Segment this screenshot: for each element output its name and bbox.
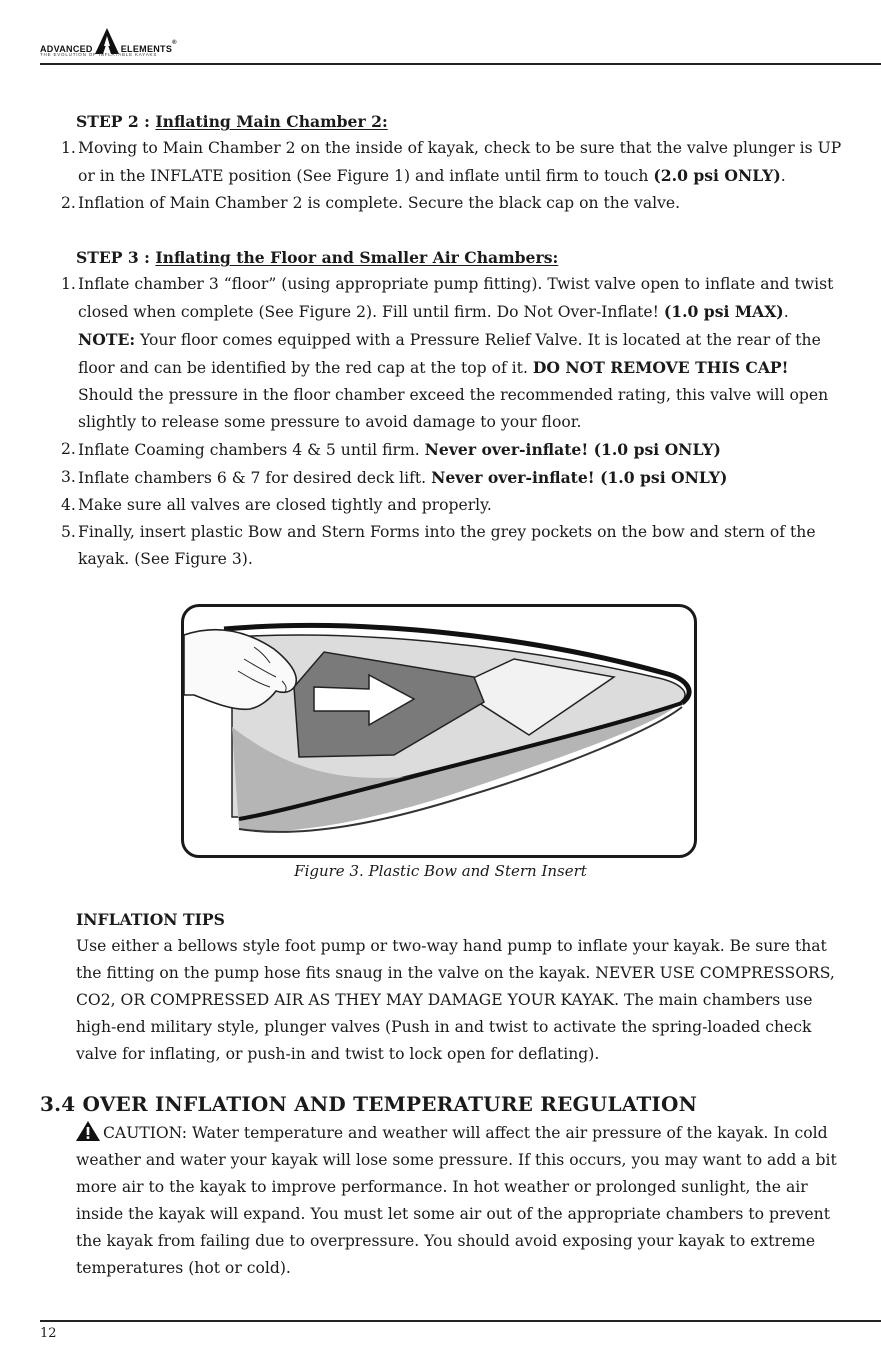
step3-prefix: STEP 3 : (76, 248, 156, 267)
header-rule (40, 63, 881, 65)
item-text: Inflate chambers 6 & 7 for desired deck lift. (78, 469, 432, 487)
item-number: 4. (61, 496, 76, 514)
tips-heading: INFLATION TIPS (76, 910, 225, 929)
item-bold: (2.0 psi ONLY) (653, 166, 781, 185)
warning-bold: DO NOT REMOVE THIS CAP! (532, 358, 789, 377)
footer-rule (40, 1320, 881, 1322)
step2-list (61, 135, 846, 217)
step2-heading (76, 108, 846, 135)
tips-body: Use either a bellows style foot pump or two-way hand pump to inflate your kayak. Be sure that the fitting on the pump hose fits snaug in the valve on the kayak. NEVER USE COMPRESSORS, CO2, OR COMPRESSED AIR AS THEY MAY DAMAGE YOUR KAYAK. The main chambers use high-end military style, plunger valves (Push in and twist to activate the spring-loaded check valve for inflating, or push-in and twist to lock open for deflating). (76, 937, 835, 1063)
note-label: NOTE: (78, 330, 136, 349)
item-text: Inflation of Main Chamber 2 is complete. Secure the black cap on the valve. (78, 194, 681, 212)
brand-logo (40, 28, 177, 54)
list-item (61, 464, 846, 492)
item-number: 5. (61, 523, 76, 541)
section-title: 3.4 OVER INFLATION AND TEMPERATURE REGULATION (40, 1092, 698, 1116)
step2-prefix: STEP 2 : (76, 112, 156, 131)
page-header (40, 28, 840, 66)
step3-heading (76, 244, 846, 271)
brand-right-word: ELEMENTS (120, 44, 173, 54)
step3-title: Inflating the Floor and Smaller Air Chambers: (155, 248, 559, 267)
item-bold: Never over-inflate! (1.0 psi ONLY) (431, 468, 728, 487)
item-bold: (1.0 psi MAX) (663, 302, 784, 321)
item-end: . (780, 167, 786, 185)
figure-caption: Figure 3. Plastic Bow and Stern Insert (294, 862, 587, 880)
item-bold: Never over-inflate! (1.0 psi ONLY) (424, 440, 721, 459)
bow-insert-drawing (184, 607, 694, 855)
note-text: Your floor comes equipped with a Pressure Relief Valve. It is located at the rear of the floor and can be identified by the red cap at the top of it. (78, 331, 821, 377)
step3-list (61, 271, 846, 573)
figure-3-illustration (181, 604, 697, 858)
item-number: 2. (61, 194, 76, 212)
note-continued: Should the pressure in the floor chamber exceed the recommended rating, this valve will open slightly to release some pressure to avoid damage to your floor. (78, 386, 829, 431)
caution-paragraph (76, 1120, 846, 1282)
list-item (61, 436, 846, 464)
item-number: 3. (61, 468, 76, 486)
step2-title: Inflating Main Chamber 2: (155, 112, 388, 131)
list-item (61, 492, 846, 519)
item-text: Finally, insert plastic Bow and Stern Forms into the grey pockets on the bow and stern of the kayak. (See Figure 3). (78, 523, 816, 568)
list-item (61, 135, 846, 190)
caution-text: CAUTION: Water temperature and weather will affect the air pressure of the kayak. In cold weather and water your kayak will lose some pressure. If this occurs, you may want to add a bit more air to the kayak to improve performance. In hot weather or prolonged sunlight, the air inside the kayak will expand. You must let some air out of the appropriate chambers to prevent the kayak from failing due to overpressure. You should avoid exposing your kayak to extreme temperatures (hot or cold). (76, 1124, 837, 1277)
step3-section (61, 244, 846, 573)
item-text: Inflate Coaming chambers 4 & 5 until firm. (78, 441, 425, 459)
item-end: . (783, 303, 789, 321)
item-number: 1. (61, 139, 76, 157)
list-item (61, 519, 846, 573)
item-text: Inflate chamber 3 “floor” (using appropriate pump fitting). Twist valve open to inflate and twist closed when complete (See Figure 2). Fill until firm. Do Not Over-Inflate! (78, 275, 834, 321)
warning-triangle-icon (76, 1121, 100, 1141)
brand-left-word: ADVANCED (40, 44, 93, 54)
inflation-tips (76, 906, 846, 1068)
item-text: Moving to Main Chamber 2 on the inside of kayak, check to be sure that the valve plunger is UP or in the INFLATE position (See Figure 1) and inflate until firm to touch (78, 139, 842, 185)
page-number: 12 (40, 1326, 57, 1341)
brand-tagline: THE EVOLUTION OF INFLATABLE KAYAKS (40, 52, 158, 57)
item-number: 2. (61, 440, 76, 458)
stylized-a-mountain-icon (94, 28, 120, 54)
list-item (61, 271, 846, 436)
item-text: Make sure all valves are closed tightly and properly. (78, 496, 492, 514)
registered-mark: ® (172, 40, 177, 46)
steps-content (61, 108, 846, 573)
list-item (61, 190, 846, 217)
item-number: 1. (61, 275, 76, 293)
step2-section (61, 108, 846, 217)
